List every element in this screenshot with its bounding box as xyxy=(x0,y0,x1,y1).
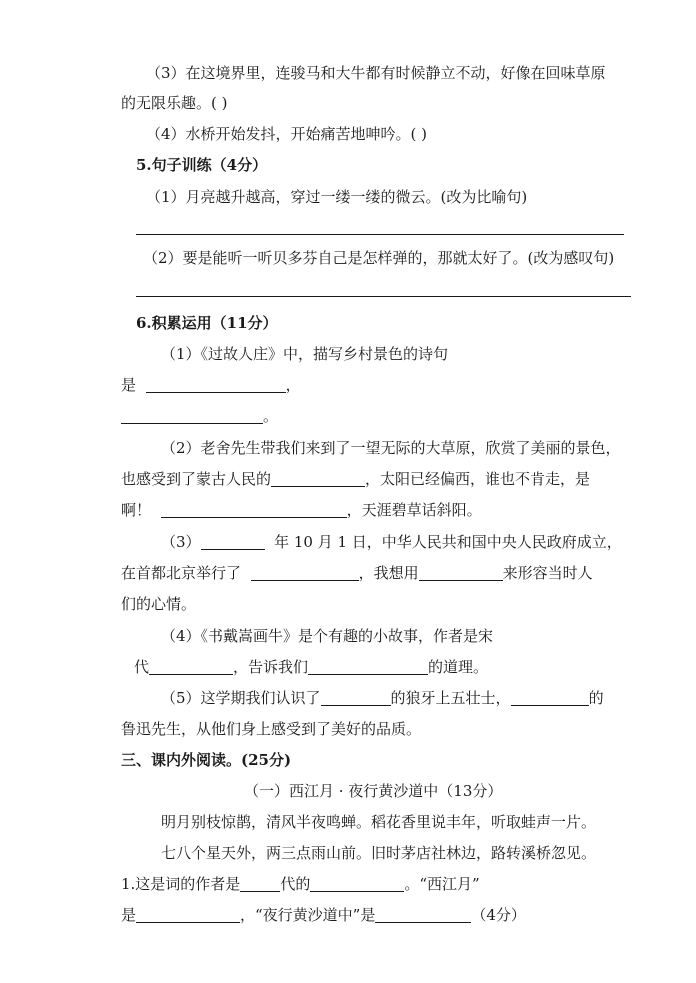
reading-q1-text-c: 。“西江月” xyxy=(404,875,480,893)
q6-item5-blank2[interactable] xyxy=(511,689,589,706)
q6-item5-line1 xyxy=(161,688,604,708)
q6-item2-text-c: 啊！ xyxy=(121,501,152,519)
reading-q1-text-b: 代的 xyxy=(280,875,311,893)
q6-item3-text-e: 来形容当时人 xyxy=(502,564,593,582)
q6-item2-blank1[interactable] xyxy=(271,470,365,487)
q6-item4-line2 xyxy=(134,657,488,677)
reading-q1-line2 xyxy=(121,905,526,925)
q4-item3-line2: 的无限乐趣。( ) xyxy=(121,94,228,112)
q6-title: 6.积累运用（11分） xyxy=(136,314,278,332)
q6-item4-text-b: ，告诉我们 xyxy=(233,658,309,676)
q6-item3-line1 xyxy=(161,532,622,552)
q6-item5-blank1[interactable] xyxy=(321,689,391,706)
poem-line1: 明月别枝惊鹊，清风半夜鸣蝉。稻花香里说丰年，听取蛙声一片。 xyxy=(161,813,597,831)
q6-item2-blank2[interactable] xyxy=(161,501,347,518)
q6-item1-answer-row1 xyxy=(121,375,301,395)
q6-item2-line1: （2）老舍先生带我们来到了一望无际的大草原，欣赏了美丽的景色， xyxy=(161,439,621,457)
q6-item3-blank3[interactable] xyxy=(419,564,503,581)
q6-item2-text-a: 也感受到了蒙古人民的 xyxy=(121,470,272,488)
q4-item4: （4）水桥开始发抖，开始痛苦地呻吟。( ) xyxy=(146,125,428,143)
reading-q1-blank3[interactable] xyxy=(136,906,240,923)
period: 。 xyxy=(263,407,279,425)
q6-item2-text-b: ，太阳已经偏西，谁也不肯走，是 xyxy=(365,470,591,488)
poem-line2: 七八个星天外，两三点雨山前。旧时茅店社林边，路转溪桥忽见。 xyxy=(161,844,597,862)
q5-answer-line1[interactable] xyxy=(136,234,624,235)
q6-item1-text: （1）《过故人庄》中，描写乡村景色的诗句 xyxy=(161,345,449,363)
q6-item4-blank1[interactable] xyxy=(149,658,233,675)
comma: ， xyxy=(285,376,301,394)
q6-item2-text-d: ，天涯碧草话斜阳。 xyxy=(346,501,482,519)
reading-q1-blank4[interactable] xyxy=(375,906,471,923)
reading-q1-blank1[interactable] xyxy=(240,875,280,892)
q6-item3-text-d: ，我想用 xyxy=(358,564,419,582)
reading-q1-line1 xyxy=(121,874,480,894)
section3-title: 三、课内外阅读。(25分) xyxy=(121,751,292,769)
q6-item3-blank1[interactable] xyxy=(201,533,265,550)
q6-item3-text-a: （3） xyxy=(161,533,201,551)
q6-item4-text-a: 代 xyxy=(134,658,150,676)
q6-item2-line3 xyxy=(121,500,482,520)
q4-item3-line1: （3）在这境界里，连骏马和大牛都有时候静立不动，好像在回味草原 xyxy=(146,64,606,82)
q6-item2-line2 xyxy=(121,469,590,489)
q6-item1-blank1[interactable] xyxy=(146,376,286,393)
q6-item3-text-c: 在首都北京举行了 xyxy=(121,564,242,582)
q6-item5-text-b: 的狼牙上五壮士， xyxy=(390,689,511,707)
q6-item5-line2: 鲁迅先生，从他们身上感受到了美好的品质。 xyxy=(121,720,422,738)
reading-q1-text-e: ，“夜行黄沙道中”是 xyxy=(240,906,376,924)
reading-q1-text-a: 1.这是词的作者是 xyxy=(121,875,241,893)
q6-item3-line3: 们的心情。 xyxy=(121,595,197,613)
q6-item1-label: 是 xyxy=(121,376,137,394)
q6-item1-blank2[interactable] xyxy=(121,407,263,424)
q6-item4-line1: （4）《书戴嵩画牛》是个有趣的小故事，作者是宋 xyxy=(161,627,494,645)
reading-q1-text-d: 是 xyxy=(121,906,137,924)
q6-item5-text-a: （5）这学期我们认识了 xyxy=(161,689,321,707)
q5-title: 5.句子训练（4分） xyxy=(136,156,268,174)
reading-q1-blank2[interactable] xyxy=(310,875,404,892)
q6-item3-blank2[interactable] xyxy=(251,564,359,581)
q5-answer-line2[interactable] xyxy=(136,296,631,297)
q5-sentence1: （1）月亮越升越高，穿过一缕一缕的微云。(改为比喻句) xyxy=(146,188,528,206)
q6-item3-line2 xyxy=(121,563,593,583)
q5-sentence2: （2）要是能听一听贝多芬自己是怎样弹的，那就太好了。(改为感叹句) xyxy=(143,249,615,267)
q6-item3-text-b: 年 10 月 1 日，中华人民共和国中央人民政府成立， xyxy=(274,533,622,551)
q6-item1-answer-row2 xyxy=(121,406,278,426)
q6-item4-text-c: 的道理。 xyxy=(428,658,489,676)
q6-item4-blank2[interactable] xyxy=(308,658,428,675)
reading-q1-text-f: （4分） xyxy=(471,906,526,924)
poem-title: （一）西江月 · 夜行黄沙道中（13分） xyxy=(244,782,503,800)
q6-item5-text-c: 的 xyxy=(588,689,604,707)
